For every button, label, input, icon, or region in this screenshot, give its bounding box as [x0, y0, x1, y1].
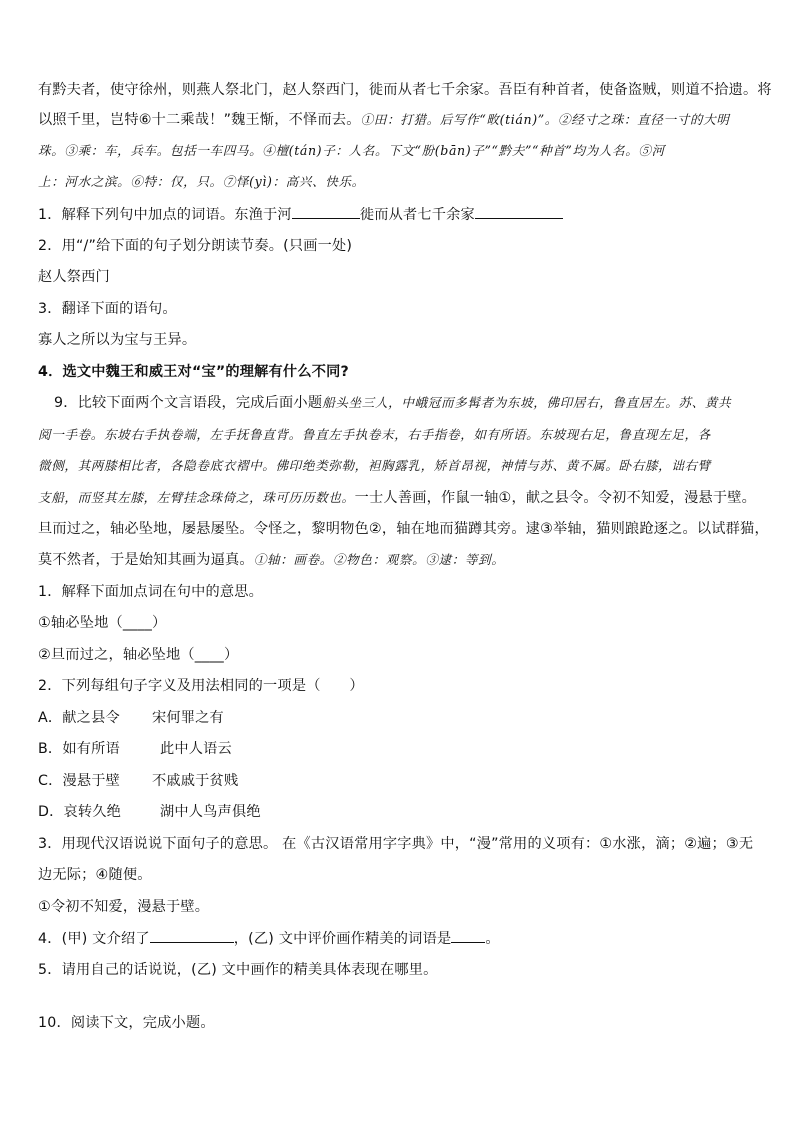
passage9-line-5: 旦而过之，轴必坠地，屡悬屡坠。令怪之，黎明物色②，轴在地而猫蹲其旁。逮③举轴，猫则踉跄逐之。以试群猫，: [38, 521, 769, 537]
q8-1: 1．解释下列句中加点的词语。东渔于河 徙而从者七千余家: [38, 204, 563, 225]
q9-5: 5．请用自己的话说说，(乙) 文中画作的精美具体表现在哪里。: [38, 962, 438, 978]
passage8-line-3: 珠。③乘：车，兵车。包括一车四马。④檀(tán)子：人名。下文“朌(bān)子”“黔夫”“种首”均为人名。⑤河: [38, 143, 665, 158]
answer-blank[interactable]: [451, 928, 485, 943]
option-d[interactable]: D．哀转久绝 湖中人鸟声俱绝: [38, 804, 261, 820]
annotation-note: ①田：打猎。后写作“畋(tián)”。②经寸之珠：直径一寸的大明: [360, 112, 730, 127]
q9-1: 1．解释下面加点词在句中的意思。: [38, 584, 264, 600]
passage9-line-4: 支船，而竖其左膝，左臂挂念珠倚之，珠可历历数也。一士人善画，作鼠一轴①，献之县令。令初不知爱，漫悬于壁。: [38, 490, 757, 506]
answer-blank[interactable]: [292, 204, 360, 219]
q9-3-sentence: ①令初不知爱，漫悬于壁。: [38, 899, 210, 915]
passage8-line-4: 上：河水之滨。⑥特：仅，只。⑦怿(yì)：高兴、快乐。: [38, 174, 365, 189]
q9-1a: ①轴必坠地（____）: [38, 615, 167, 631]
option-a[interactable]: A．献之县令 宋何罪之有: [38, 710, 224, 726]
q8-3: 3．翻译下面的语句。: [38, 301, 177, 317]
answer-blank[interactable]: [475, 204, 563, 219]
option-b[interactable]: B．如有所语 此中人语云: [38, 741, 232, 757]
passage9-line-3: 微侧，其两膝相比者，各隐卷底衣褶中。佛印绝类弥勒，袒胸露乳，矫首昂视，神情与苏、黄不属。卧右膝，诎右臂: [38, 458, 711, 473]
q10-title: 10．阅读下文，完成小题。: [38, 1015, 215, 1031]
answer-blank[interactable]: [150, 928, 234, 943]
passage9-line-2: 阅一手卷。东坡右手执卷端，左手抚鲁直背。鲁直左手执卷末，右手指卷，如有所语。东坡现右足，鲁直现左足，各: [38, 427, 711, 442]
q9-2: 2．下列每组句子字义及用法相同的一项是（ ）: [38, 678, 364, 694]
q8-2: 2．用“/”给下面的句子划分朗读节奏。(只画一处): [38, 238, 353, 254]
q9-1b: ②旦而过之，轴必坠地（____）: [38, 647, 239, 663]
q8-4: 4．选文中魏王和威王对“宝”的理解有什么不同?: [38, 364, 349, 380]
q9-3-line-1: 3．用现代汉语说说下面句子的意思。 在《古汉语常用字字典》中，“漫”常用的义项有：①水涨，滴；②遍；③无: [38, 836, 754, 852]
q8-3-sentence: 寡人之所以为宝与王异。: [38, 332, 197, 348]
q9-3-line-2: 边无际；④随便。: [38, 867, 152, 883]
q9-4: 4．(甲) 文介绍了 ，(乙) 文中评价画作精美的词语是 。: [38, 928, 500, 949]
passage9-line-6: 莫不然者，于是始知其画为逼真。①轴：画卷。②物色：观察。③逮：等到。: [38, 552, 505, 568]
passage8-line-2: 以照千里，岂特⑥十二乘哉！”魏王惭，不怿而去。①田：打猎。后写作“畋(tián)”。②经寸之珠：直径一寸的大明: [38, 112, 730, 128]
q8-2-sentence: 赵人祭西门: [38, 269, 110, 285]
passage8-line-1: 有黔夫者，使守徐州，则燕人祭北门，赵人祭西门，徙而从者七千余家。吾臣有种首者，使备盗贼，则道不拾遗。将: [38, 82, 772, 98]
option-c[interactable]: C．漫悬于壁 不戚戚于贫贱: [38, 773, 239, 789]
passage9-line-1: 9．比较下面两个文言语段，完成后面小题船头坐三人，中峨冠而多髯者为东坡，佛印居右，鲁直居左。苏、黄共: [54, 395, 732, 411]
